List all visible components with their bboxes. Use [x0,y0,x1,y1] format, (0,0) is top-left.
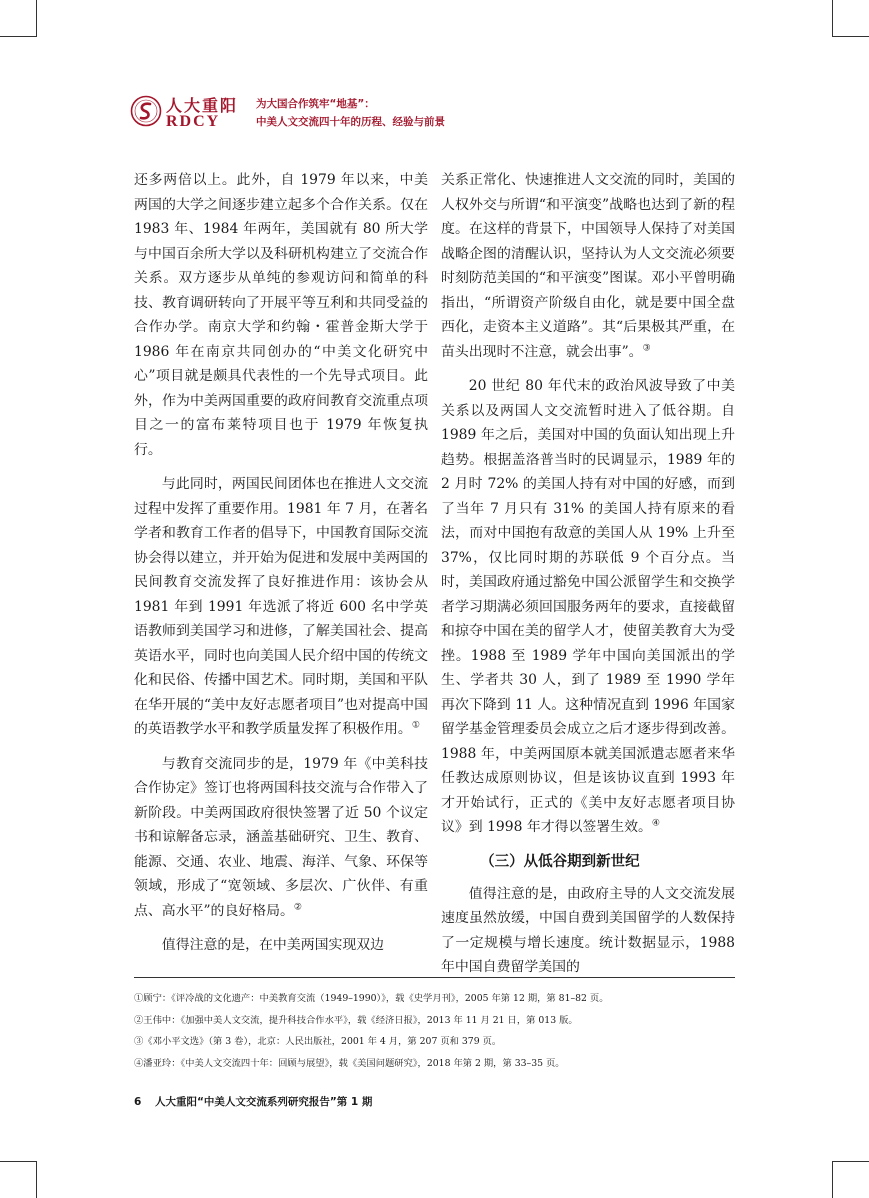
footnotes [134,988,754,1074]
crop-mark [0,36,37,37]
footnote-divider [134,977,735,978]
paragraph: 与教育交流同步的是，1979 年《中美科技合作协定》签订也将两国科技交流与合作带入了新阶段。中美两国政府很快签署了近 50 个议定书和谅解备忘录，涵盖基础研究、卫生、教育、能源、交通、农业、地震、海洋、气象、环保等领域，形成了“宽领域、多层次、广伙伴、有重点、高水平”的良好格局。② [134,755,428,919]
rdcy-logo [130,93,240,133]
crop-mark [832,36,869,37]
paragraph: 还多两倍以上。此外，自 1979 年以来，中美两国的大学之间逐步建立起多个合作关系。仅在 1983 年、1984 年两年，美国就有 80 所大学与中国百余所大学以及科研机构建立了交流合作关系。双方逐步从单纯的参观访问和简单的科技、教育调研转向了开展平等互利和共同受益的合作办学。南京大学和约翰・霍普金斯大学于 1986 年在南京共同创办的“中美文化研究中心”项目就是颇具代表性的一个先导式项目。此外，作为中美两国重要的政府间教育交流重点项目之一的富布莱特项目也于 1979 年恢复执行。 [134,172,428,458]
footnote: ③《邓小平文选》（第 3 卷），北京：人民出版社，2001 年 4 月，第 207 页和 379 页。 [134,1036,502,1047]
logo-chinese-text: 人大重阳 [166,96,239,115]
crop-mark [36,0,37,37]
footnote-ref[interactable]: ④ [651,818,660,829]
footnote: ④潘亚玲：《中美人文交流四十年：回顾与展望》，载《美国问题研究》，2018 年第 2 期，第 33–35 页。 [134,1057,565,1069]
rdcy-emblem-icon [130,95,162,127]
crop-mark [36,1161,37,1198]
paragraph: 值得注意的是，由政府主导的人文交流发展速度虽然放缓，中国自费到美国留学的人数保持了一定规模与增长速度。统计数据显示，1988 年中国自费留学美国的 [441,885,735,975]
crop-mark [832,0,833,37]
running-title-line1: 为大国合作筑牢“地基”： [256,98,375,110]
paragraph: 20 世纪 80 年代末的政治风波导致了中美关系以及两国人文交流暂时进入了低谷期。自 1989 年之后，美国对中国的负面认知出现上升趋势。根据盖洛普当时的民调显示，1989 年的 2 月时 72% 的美国人持有对中国的好感，而到了当年 7 月只有 31% 的美国人持有原来的看法，而对中国抱有敌意的美国人从 19% 上升至 37%，仅比同时期的苏联低 9 个百分点。当时，美国政府通过豁免中国公派留学生和交换学者学习期满必须回国服务两年的要求，直接截留和掠夺中国在美的留学人才，使留美教育大为受挫。1988 至 1989 学年中国向美国派出的学生、学者共 30 人，到了 1989 至 1990 学年再次下降到 11 人。这种情况直到 1996 年国家留学基金管理委员会成立之后才逐步得到改善。1988 年，中美两国原本就美国派遣志愿者来华任教达成原则协议，但是该协议直到 1993 年才开始试行，正式的《美中友好志愿者项目协议》到 1998 年才得以签署生效。④ [441,378,735,835]
footnote: ①顾宁：《评冷战的文化遗产：中美教育交流（1949–1990）》，载《史学月刊》，2005 年第 12 期，第 81–82 页。 [134,993,609,1004]
section-heading: （三）从低谷期到新世纪 [480,853,640,870]
page-header [130,93,750,133]
footnote-ref[interactable]: ② [293,901,302,912]
footnote: ②王伟中：《加强中美人文交流，提升科技合作水平》，载《经济日报》，2013 年 11 月 21 日，第 013 版。 [134,1014,578,1026]
left-column [134,168,428,968]
crop-mark [832,1161,833,1198]
paragraph: 与此同时，两国民间团体也在推进人文交流过程中发挥了重要作用。1981 年 7 月，在著名学者和教育工作者的倡导下，中国教育国际交流协会得以建立，并开始为促进和发展中美两国的民间教育交流发挥了良好推进作用：该协会从 1981 年到 1991 年选派了将近 600 名中学英语教师到美国学习和进修，了解美国社会、提高英语水平，同时也向美国人民介绍中国的传统文化和民俗、传播中国艺术。同时期，美国和平队在华开展的“美中友好志愿者项目”也对提高中国的英语教学水平和教学质量发挥了积极作用。① [134,476,428,737]
paragraph: 值得注意的是，在中美两国实现双边 [161,937,385,953]
crop-mark [0,1161,37,1162]
publication-name: 人大重阳“中美人文交流系列研究报告”第 1 期 [154,1096,373,1108]
page-footer [134,1094,372,1109]
running-title-line2: 中美人文交流四十年的历程、经验与前景 [256,116,445,128]
page-number: 6 [134,1096,142,1108]
crop-mark [832,1161,869,1162]
logo-english-text: RDCY [166,113,221,130]
right-column [441,168,735,990]
footnote-ref[interactable]: ① [411,720,420,731]
running-title [256,95,445,131]
paragraph: 关系正常化、快速推进人文交流的同时，美国的人权外交与所谓“和平演变”战略也达到了新的程度。在这样的背景下，中国领导人保持了对美国战略企图的清醒认识，坚持认为人文交流必须要时刻防范美国的“和平演变”图谋。邓小平曾明确指出，“所谓资产阶级自由化，就是要中国全盘西化，走资本主义道路”。其“后果极其严重，在苗头出现时不注意，就会出事”。③ [441,172,735,360]
footnote-ref[interactable]: ③ [642,342,651,353]
